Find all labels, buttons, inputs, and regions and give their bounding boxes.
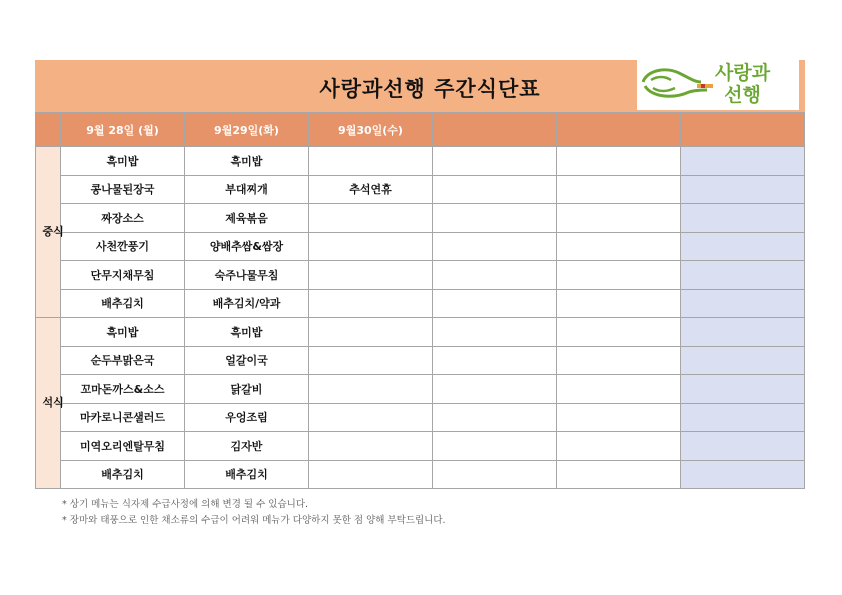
table-cell	[557, 318, 681, 347]
table-cell	[309, 261, 433, 290]
table-cell: 김자반	[185, 432, 309, 461]
table-cell-shaded	[681, 318, 805, 347]
table-cell	[433, 403, 557, 432]
table-cell: 우엉조림	[185, 403, 309, 432]
notes	[62, 497, 446, 529]
header-row	[36, 113, 805, 147]
table-cell: 배추김치	[61, 289, 185, 318]
table-cell	[557, 232, 681, 261]
lunch-row	[36, 261, 805, 290]
title-bar	[35, 60, 805, 112]
table-cell	[557, 460, 681, 489]
note-line-2: * 장마와 태풍으로 인한 채소류의 수급이 어려워 메뉴가 다양하지 못한 점 양해 부탁드립니다.	[62, 515, 446, 526]
table-cell	[557, 147, 681, 176]
header-day-2: 9월29일(화)	[185, 113, 309, 147]
table-cell	[433, 204, 557, 233]
dinner-label-text: 석식	[42, 396, 64, 409]
dinner-row	[36, 346, 805, 375]
header-day-5	[557, 113, 681, 147]
table-cell-shaded	[681, 403, 805, 432]
table-cell: 흑미밥	[61, 147, 185, 176]
dinner-row	[36, 375, 805, 404]
table-cell	[309, 204, 433, 233]
table-cell	[309, 432, 433, 461]
table-cell	[557, 403, 681, 432]
table-cell: 꼬마돈까스&소스	[61, 375, 185, 404]
table-cell: 마카로니콘샐러드	[61, 403, 185, 432]
table-cell-shaded	[681, 204, 805, 233]
table-cell	[433, 346, 557, 375]
table-cell: 콩나물된장국	[61, 175, 185, 204]
table-cell	[433, 261, 557, 290]
table-cell	[309, 318, 433, 347]
header-day-1: 9월 28일 (월)	[61, 113, 185, 147]
lunch-row	[36, 204, 805, 233]
table-cell: 배추김치/약과	[185, 289, 309, 318]
table-cell: 배추김치	[61, 460, 185, 489]
table-cell: 미역오리엔탈무침	[61, 432, 185, 461]
menu-table	[35, 112, 805, 489]
dinner-label	[36, 318, 64, 489]
page-title: 사랑과선행 주간식단표	[319, 77, 541, 101]
table-cell	[433, 289, 557, 318]
table-cell: 짜장소스	[61, 204, 185, 233]
table-cell	[557, 346, 681, 375]
logo-line1: 사랑과	[715, 62, 771, 84]
logo-line2: 선행	[724, 84, 761, 106]
table-cell-shaded	[681, 147, 805, 176]
header-corner	[36, 113, 61, 147]
lunch-label-text: 중식	[42, 225, 64, 238]
table-cell: 제육볶음	[185, 204, 309, 233]
table-cell	[309, 460, 433, 489]
table-cell: 양배추쌈&쌈장	[185, 232, 309, 261]
table-cell	[309, 289, 433, 318]
lunch-label	[36, 147, 64, 318]
dinner-row	[36, 460, 805, 489]
header-day-6	[681, 113, 805, 147]
table-cell-shaded	[681, 232, 805, 261]
note-line-1: * 상기 메뉴는 식자제 수급사정에 의해 변경 될 수 있습니다.	[62, 499, 309, 510]
lunch-row	[36, 175, 805, 204]
lunch-row	[36, 289, 805, 318]
table-cell-shaded	[681, 289, 805, 318]
table-cell: 부대찌개	[185, 175, 309, 204]
table-cell: 얼갈이국	[185, 346, 309, 375]
table-cell: 숙주나물무침	[185, 261, 309, 290]
table-cell	[433, 232, 557, 261]
table-cell: 사천깐풍기	[61, 232, 185, 261]
table-cell-shaded	[681, 261, 805, 290]
dinner-row	[36, 432, 805, 461]
table-cell-shaded	[681, 460, 805, 489]
table-cell: 순두부맑은국	[61, 346, 185, 375]
table-cell	[433, 147, 557, 176]
table-cell: 흑미밥	[61, 318, 185, 347]
dinner-row	[36, 403, 805, 432]
lunch-row	[36, 232, 805, 261]
header-day-4	[433, 113, 557, 147]
table-cell: 닭갈비	[185, 375, 309, 404]
table-cell	[433, 375, 557, 404]
table-cell	[557, 175, 681, 204]
table-cell	[309, 147, 433, 176]
table-cell-shaded	[681, 432, 805, 461]
table-cell-shaded	[681, 375, 805, 404]
table-cell	[557, 261, 681, 290]
table-cell	[309, 346, 433, 375]
table-cell	[433, 318, 557, 347]
table-cell-shaded	[681, 346, 805, 375]
table-cell: 흑미밥	[185, 318, 309, 347]
hands-logo-icon	[637, 60, 717, 110]
table-cell	[557, 289, 681, 318]
table-cell: 흑미밥	[185, 147, 309, 176]
table-cell	[309, 375, 433, 404]
table-cell	[557, 204, 681, 233]
table-cell: 추석연휴	[309, 175, 433, 204]
table-cell	[433, 432, 557, 461]
table-cell: 배추김치	[185, 460, 309, 489]
logo-text	[715, 62, 770, 106]
table-cell-shaded	[681, 175, 805, 204]
table-cell: 단무지채무침	[61, 261, 185, 290]
table-cell	[309, 403, 433, 432]
dinner-row	[36, 318, 805, 347]
table-cell	[433, 460, 557, 489]
table-cell	[309, 232, 433, 261]
table-cell	[433, 175, 557, 204]
table-cell	[557, 432, 681, 461]
header-day-3: 9월30일(수)	[309, 113, 433, 147]
logo	[637, 60, 799, 110]
table-cell	[557, 375, 681, 404]
lunch-row	[36, 147, 805, 176]
